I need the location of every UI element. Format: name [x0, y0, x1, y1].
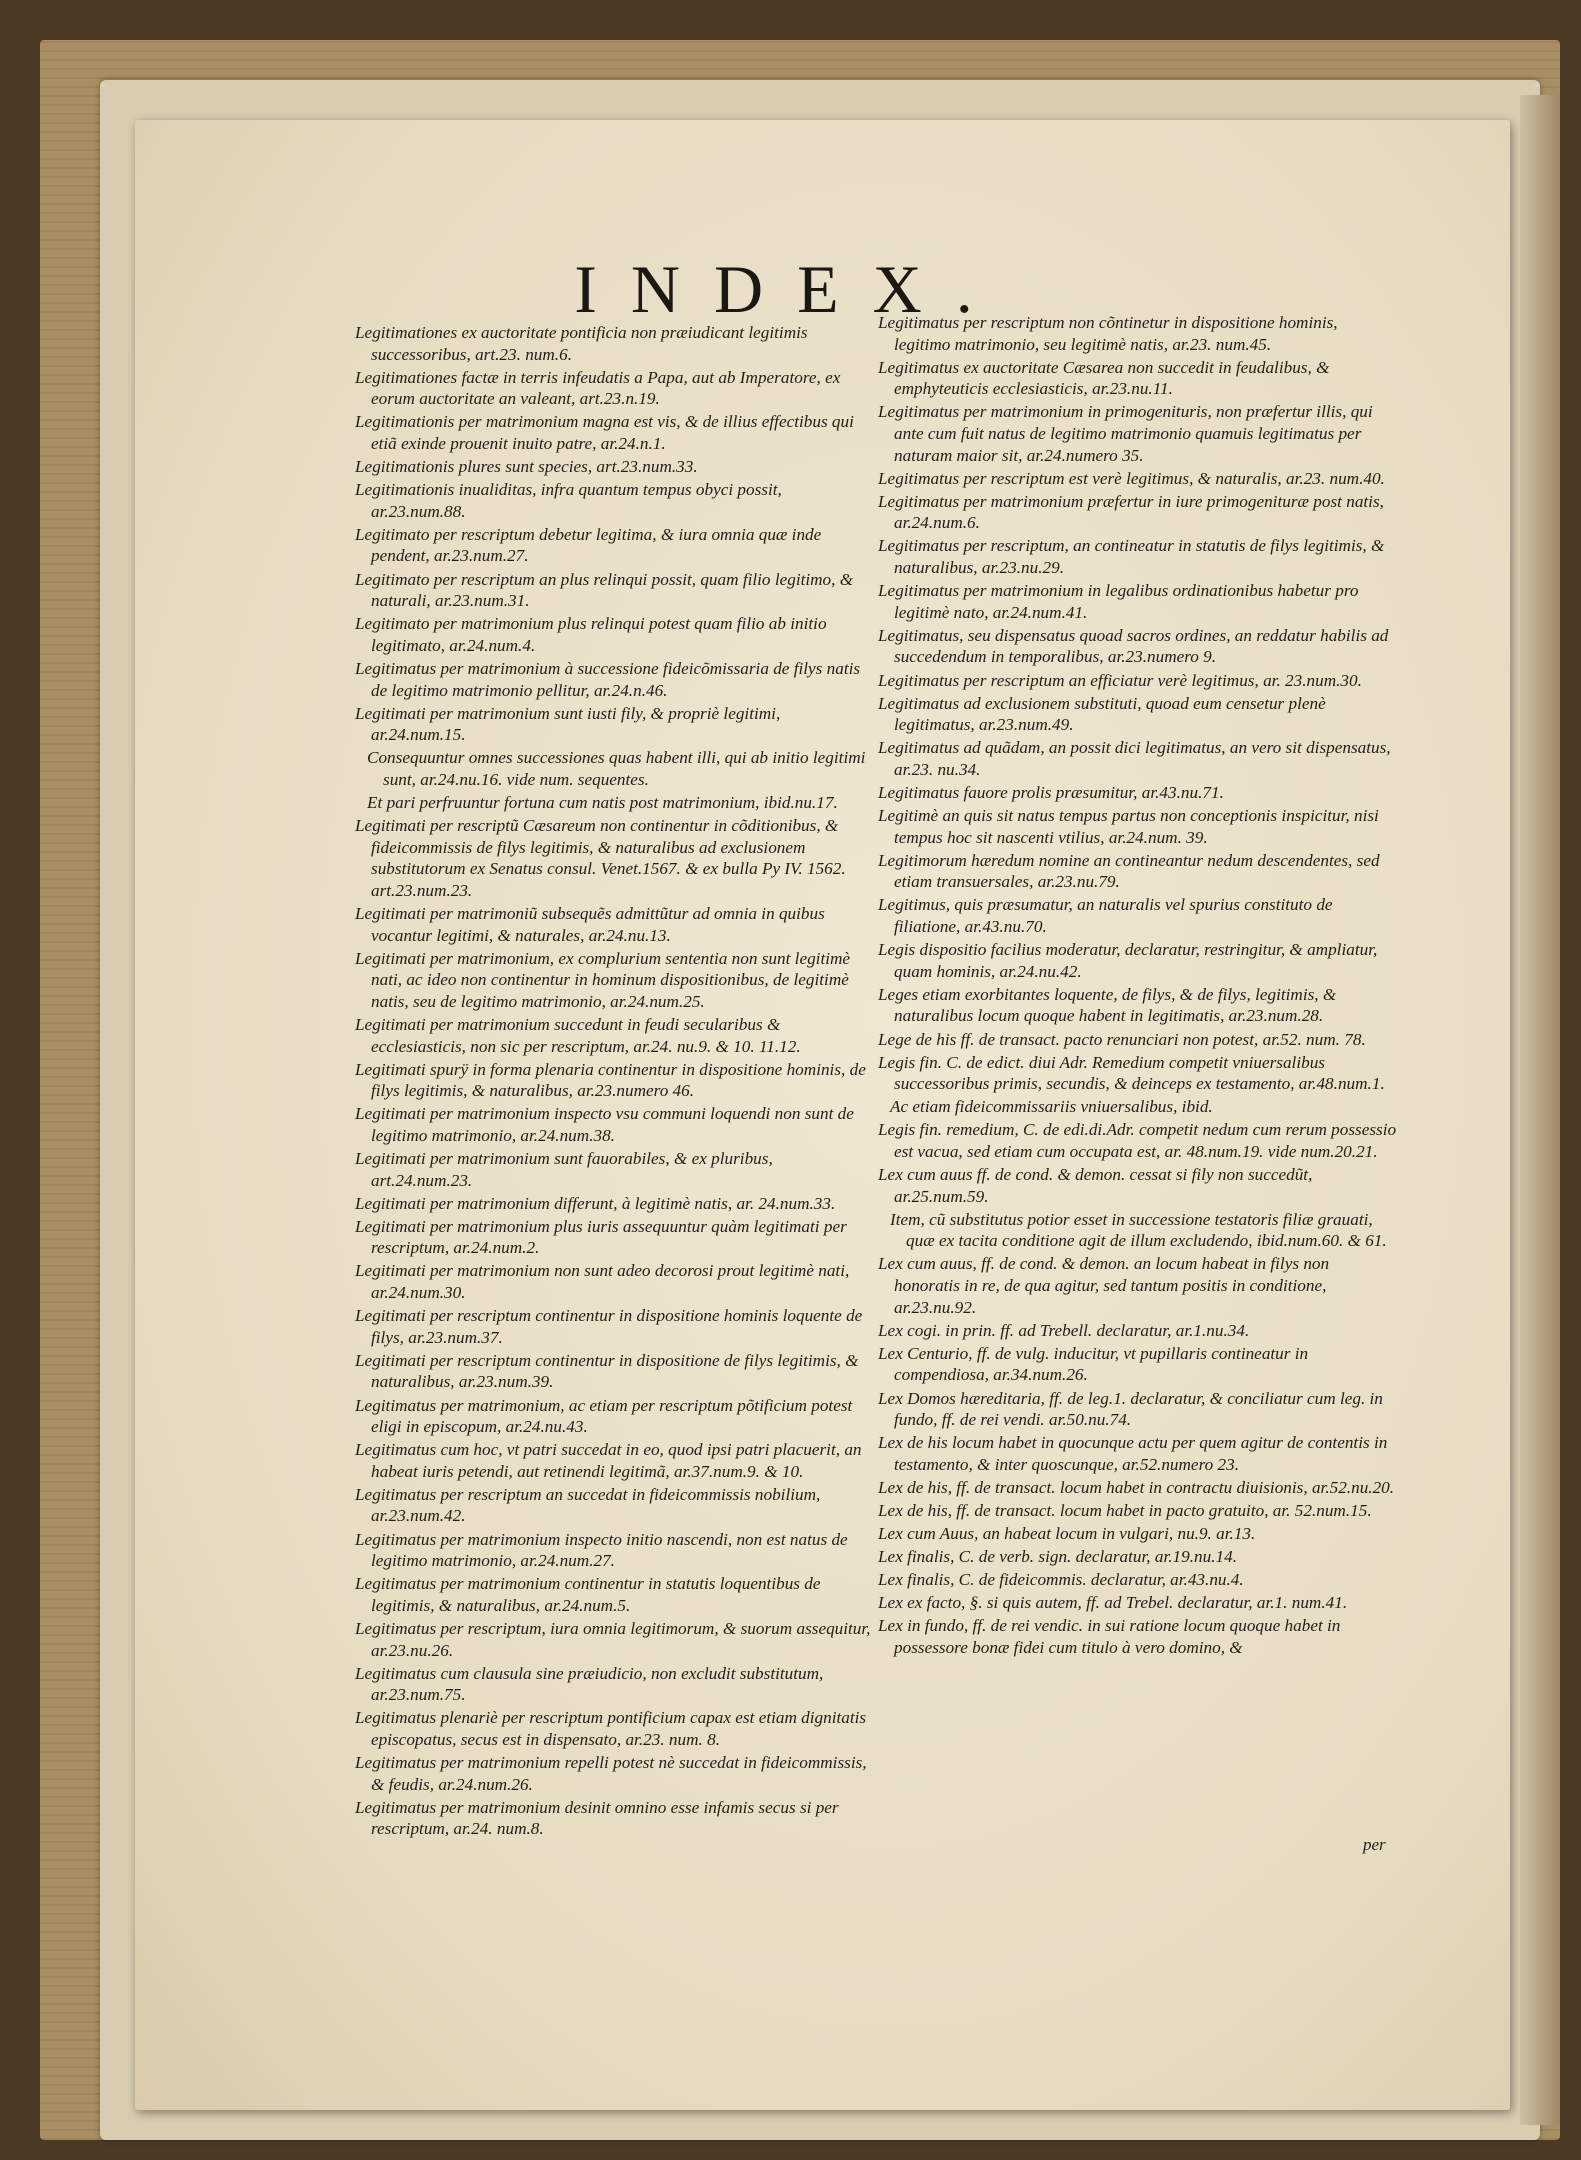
index-entry: Lex ex facto, §. si quis autem, ff. ad Trebel. declaratur, ar.1. num.41. [878, 1593, 1348, 1613]
index-entry: Legitimationes factæ in terris infeudatis a Papa, aut ab Imperatore, ex eorum auctoritate an valeant, art.23.n.19. [355, 367, 841, 409]
index-entry: Legitimatus plenariè per rescriptum pontificium capax est etiam dignitatis episcopatus, secus est in dispensato, ar.23. num. 8. [355, 1708, 867, 1749]
index-entry: Legitimatus ex auctoritate Cæsarea non succedit in feudalibus, & emphyteuticis ecclesiasticis, ar.23.nu.11. [878, 357, 1330, 399]
index-entry: Legitimati per rescriptũ Cæsareum non continentur in cõditionibus, & fideicommissis de filys legitimis, & naturalibus ad exclusionem substitutorum ex Senatus consul. Venet.1567. & ex bulla Py IV. 1562. art.23.num.23. [355, 816, 846, 900]
index-entry: Lege de his ff. de transact. pacto renunciari non potest, ar.52. num. 78. [878, 1029, 1366, 1049]
index-entry: Legitimationis per matrimonium magna est vis, & de illius effectibus qui etiã exinde prouenit inuito patre, ar.24.n.1. [355, 412, 854, 453]
index-entry: Legitimati spurÿ in forma plenaria continentur in dispositione hominis, de filys legitimis, & naturalibus, ar.23.numero 46. [355, 1059, 866, 1101]
index-entry: Legitimatus per rescriptum an succedat in fideicommissis nobilium, ar.23.num.42. [355, 1484, 821, 1526]
index-entry: Legis fin. remedium, C. de edi.di.Adr. competit nedum cum rerum possessio est vacua, sed etiam cum occupata est, ar. 48.num.19. vide num.20.21. [878, 1120, 1397, 1161]
index-entry: Legis fin. C. de edict. diui Adr. Remedium competit vniuersalibus successoribus primis, secundis, & deinceps ex testamento, ar.48.num.1. [878, 1052, 1385, 1094]
index-entry: Leges etiam exorbitantes loquente, de filys, & de filys, legitimis, & naturalibus locum quoque habent in legitimatis, ar.23.num.28. [878, 984, 1337, 1026]
index-entry: Lex de his, ff. de transact. locum habet in contractu diuisionis, ar.52.nu.20. [878, 1477, 1395, 1497]
page-title: INDEX. [574, 251, 1007, 327]
index-entry: Lex cum Auus, an habeat locum in vulgari, nu.9. ar.13. [878, 1524, 1256, 1544]
index-entry: Legitimati per rescriptum continentur in dispositione de filys legitimis, & naturalibus, ar.23.num.39. [355, 1350, 859, 1392]
index-column-right [878, 312, 1398, 1660]
index-entry: Legitimatus per matrimonium repelli potest nè succedat in fideicommissis, & feudis, ar.24.num.26. [355, 1753, 867, 1794]
index-entry: Legitimorum hæredum nomine an contineantur nedum descendentes, sed etiam transuersales, ar.23.nu.79. [878, 850, 1380, 892]
index-entry: Legitimatus cum clausula sine præiudicio, non excludit substitutum, ar.23.num.75. [355, 1663, 824, 1705]
index-entry: Lex Centurio, ff. de vulg. inducitur, vt pupillaris contineatur in compendiosa, ar.34.num.26. [878, 1343, 1309, 1385]
index-entry: Legitimatus per rescriptum est verè legitimus, & naturalis, ar.23. num.40. [878, 468, 1385, 488]
index-entry: Legitimationis plures sunt species, art.23.num.33. [355, 457, 698, 477]
index-entry: Lex Domos hæreditaria, ff. de leg.1. declaratur, & conciliatur cum leg. in fundo, ff. de rei vendi. ar.50.nu.74. [878, 1388, 1383, 1430]
index-entry: Legitimatus per rescriptum an efficiatur verè legitimus, ar. 23.num.30. [878, 670, 1362, 690]
index-entry: Item, cũ substitutus potior esset in successione testatoris filiæ grauati, quæ ex tacita conditione agit de illum excludendo, ibid.num.60. & 61. [890, 1209, 1387, 1251]
index-entry: Legitimati per matrimoniũ subsequẽs admittũtur ad omnia in quibus vocantur legitimi, & naturales, ar.24.nu.13. [355, 903, 825, 945]
index-entry: Legitimato per rescriptum an plus relinqui possit, quam filio legitimo, & naturali, ar.23.num.31. [355, 569, 854, 611]
index-entry: Legitimatus, seu dispensatus quoad sacros ordines, an reddatur habilis ad succedendum in temporalibus, ar.23.numero 9. [878, 625, 1389, 667]
index-entry: Legitimato per matrimonium plus relinqui potest quam filio ab initio legitimato, ar.24.num.4. [355, 614, 827, 655]
index-entry: Legitimati per matrimonium differunt, à legitimè natis, ar. 24.num.33. [355, 1193, 836, 1213]
index-entry: Legitimationes ex auctoritate pontificia non præiudicant legitimis successoribus, art.23. num.6. [355, 323, 808, 364]
index-entry: Legitimati per rescriptum continentur in dispositione hominis loquente de filys, ar.23.num.37. [355, 1306, 863, 1347]
index-entry: Legitimati per matrimonium succedunt in feudi secularibus & ecclesiasticis, non sic per rescriptum, ar.24. nu.9. & 10. 11.12. [355, 1014, 801, 1056]
index-entry: Lex in fundo, ff. de rei vendic. in sui ratione locum quoque habet in possessore bonæ fidei cum titulo à vero domino, & [878, 1616, 1341, 1658]
index-entry: Legitimatus per matrimonium à successione fideicõmissaria de filys natis de legitimo matrimonio pellitur, ar.24.n.46. [355, 658, 861, 700]
index-entry: Et pari perfruuntur fortuna cum natis post matrimonium, ibid.nu.17. [367, 792, 838, 812]
index-entry: Consequuntur omnes successiones quas habent illi, qui ab initio legitimi sunt, ar.24.nu.16. vide num. sequentes. [367, 748, 866, 789]
index-entry: Legitimatus per matrimonium desinit omnino esse infamis secus si per rescriptum, ar.24. num.8. [355, 1797, 839, 1839]
catchword: per [1363, 1835, 1386, 1854]
index-entry: Lex cum auus, ff. de cond. & demon. an locum habeat in filys non honoratis in re, de qua agitur, sed tantum positis in conditione, ar.23.nu.92. [878, 1254, 1330, 1317]
index-entry: Legitimati per matrimonium plus iuris assequuntur quàm legitimati per rescriptum, ar.24.num.2. [355, 1216, 847, 1258]
index-entry: Legitimatus per rescriptum, an contineatur in statutis de filys legitimis, & naturalibus, ar.23.nu.29. [878, 536, 1385, 578]
index-entry: Legitimatus per matrimonium in legalibus ordinationibus habetur pro legitimè nato, ar.24.num.41. [878, 581, 1359, 622]
index-entry: Legitimati per matrimonium sunt fauorabiles, & ex pluribus, art.24.num.23. [355, 1148, 773, 1190]
index-entry: Legitimatus per matrimonium in primogenituris, non præfertur illis, qui ante cum fuit natus de legitimo matrimonio quamuis legitimatus per naturam maior sit, ar.24.numero 35. [878, 402, 1373, 465]
index-entry: Legitimati per matrimonium sunt iusti fily, & propriè legitimi, ar.24.num.15. [355, 703, 781, 745]
index-entry: Legitimus, quis præsumatur, an naturalis vel spurius constituto de filiatione, ar.43.nu.70. [878, 895, 1333, 937]
index-entry: Legitimati per matrimonium non sunt adeo decorosi prout legitimè nati, ar.24.num.30. [355, 1261, 850, 1303]
index-entry: Ac etiam fideicommissariis vniuersalibus, ibid. [890, 1097, 1213, 1117]
index-entry: Legitimato per rescriptum debetur legitima, & iura omnia quæ inde pendent, ar.23.num.27. [355, 524, 822, 566]
book-edge [1520, 95, 1560, 2125]
index-entry: Legitimationis inualiditas, infra quantum tempus obyci possit, ar.23.num.88. [355, 480, 782, 521]
index-entry: Legitimatus cum hoc, vt patri succedat in eo, quod ipsi patri placuerit, an habeat iuris petendi, aut retinendi legitimã, ar.37.num.9. & 10. [355, 1440, 862, 1481]
index-entry: Legitimati per matrimonium inspecto vsu communi loquendi non sunt de legitimo matrimonio, ar.24.num.38. [355, 1104, 854, 1145]
index-entry: Legitimatus per matrimonium continentur in statutis loquentibus de legitimis, & naturalibus, ar.24.num.5. [355, 1574, 821, 1615]
index-entry: Legitimatus fauore prolis præsumitur, ar.43.nu.71. [878, 782, 1224, 802]
index-entry: Lex de his, ff. de transact. locum habet in pacto gratuito, ar. 52.num.15. [878, 1500, 1372, 1520]
index-entry: Legitimatus per matrimonium inspecto initio nascendi, non est natus de legitimo matrimonio, ar.24.num.27. [355, 1529, 848, 1571]
index-entry: Lex de his locum habet in quocunque actu per quem agitur de contentis in testamento, & inter quoscunque, ar.52.numero 23. [878, 1433, 1388, 1474]
index-column-left [355, 322, 875, 1841]
index-entry: Legis dispositio facilius moderatur, declaratur, restringitur, & ampliatur, quam hominis, ar.24.nu.42. [878, 940, 1378, 981]
index-entry: Lex cogi. in prin. ff. ad Trebell. declaratur, ar.1.nu.34. [878, 1320, 1250, 1340]
index-entry: Legitimatus ad exclusionem substituti, quoad eum censetur plenè legitimatus, ar.23.num.49. [878, 693, 1326, 735]
index-entry: Legitimatus per rescriptum non cõntinetur in dispositione hominis, legitimo matrimonio, seu legitimè natis, ar.23. num.45. [878, 313, 1338, 354]
index-entry: Lex cum auus ff. de cond. & demon. cessat si fily non succedũt, ar.25.num.59. [878, 1165, 1313, 1206]
index-entry: Lex finalis, C. de verb. sign. declaratur, ar.19.nu.14. [878, 1547, 1238, 1567]
index-entry: Legitimatus ad quãdam, an possit dici legitimatus, an vero sit dispensatus, ar.23. nu.34. [878, 738, 1391, 779]
index-entry: Legitimatus per matrimonium, ac etiam per rescriptum põtificium potest eligi in episcopum, ar.24.nu.43. [355, 1395, 853, 1437]
index-entry: Legitimatus per matrimonium præfertur in iure primogenituræ post natis, ar.24.num.6. [878, 491, 1384, 533]
index-entry: Lex finalis, C. de fideicommis. declaratur, ar.43.nu.4. [878, 1570, 1244, 1590]
index-entry: Legitimati per matrimonium, ex complurium sententia non sunt legitimè nati, ac ideo non continentur in hominum dispositionibus, de legitimè natis, seu de legitimo matrimonio, ar.24.num.25. [355, 948, 851, 1011]
index-entry: Legitimè an quis sit natus tempus partus non conceptionis inspicitur, nisi tempus hoc sit nascenti vtilius, ar.24.num. 39. [878, 806, 1379, 847]
index-entry: Legitimatus per rescriptum, iura omnia legitimorum, & suorum assequitur, ar.23.nu.26. [355, 1618, 871, 1660]
